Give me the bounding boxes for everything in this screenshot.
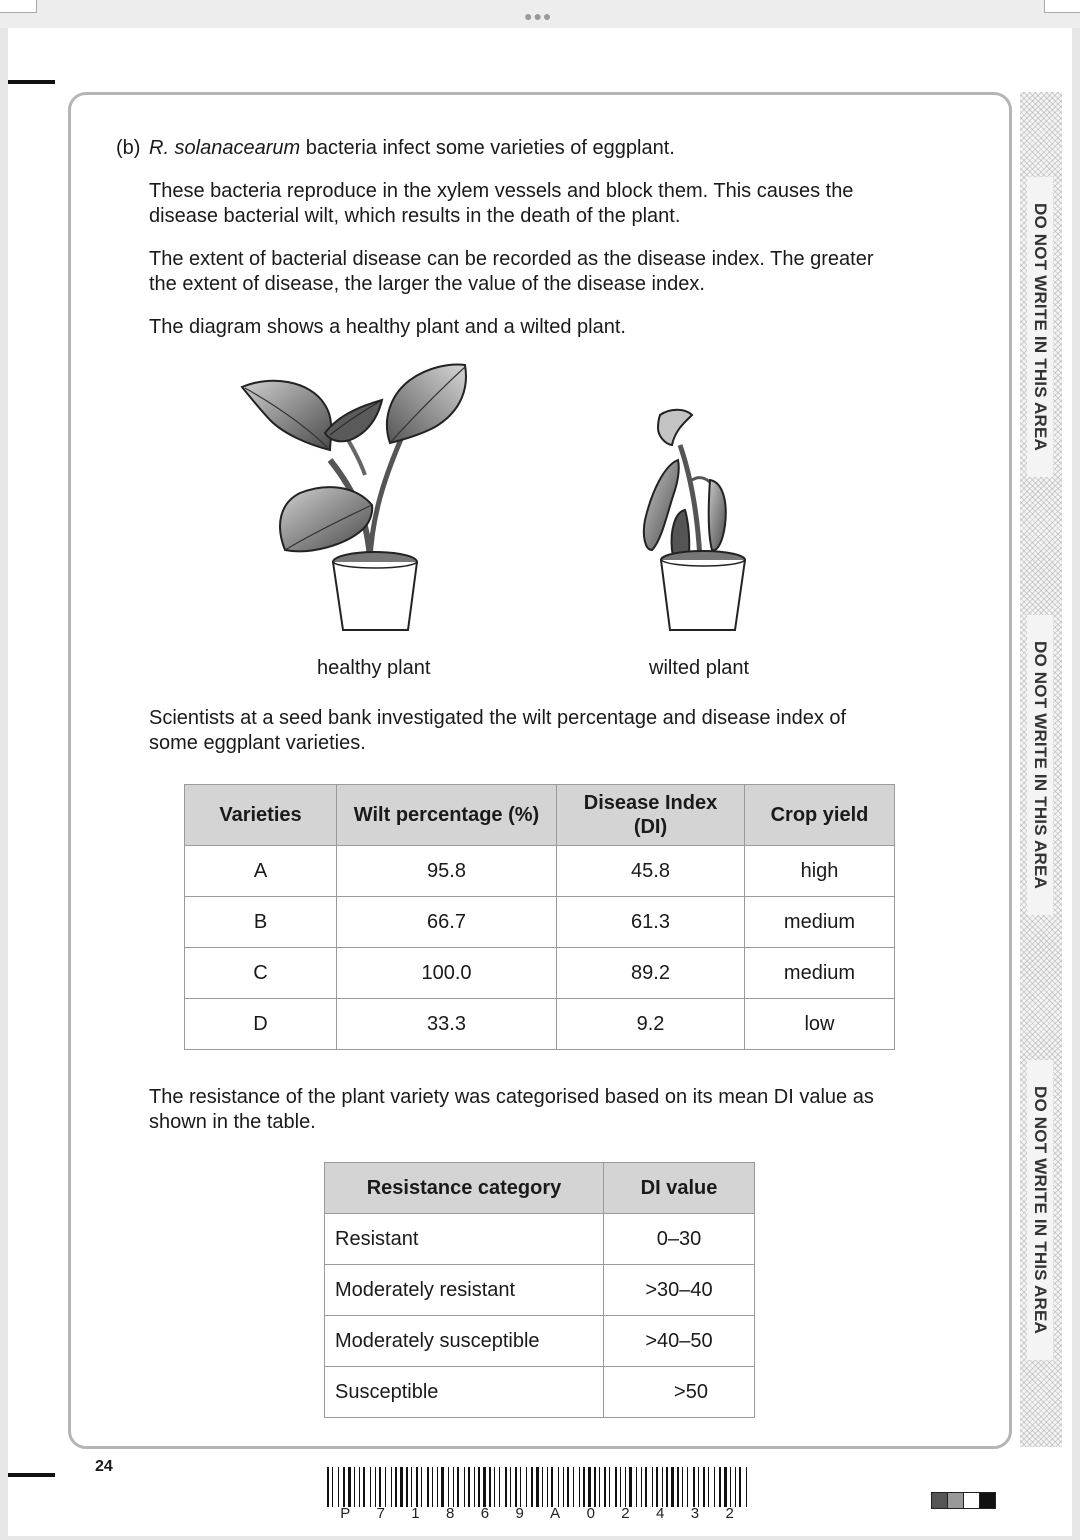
- barcode-char: A: [550, 1505, 561, 1522]
- barcode-bar: [698, 1467, 699, 1507]
- barcode-bar: [327, 1467, 329, 1507]
- barcode-bar: [421, 1467, 422, 1507]
- barcode-char: 4: [656, 1505, 665, 1522]
- barcode-bar: [474, 1467, 475, 1507]
- cell-wilt: 66.7: [337, 897, 557, 948]
- barcode-bar: [599, 1467, 600, 1507]
- barcode-bar: [735, 1467, 736, 1507]
- barcode-bar: [625, 1467, 626, 1507]
- cell-category: Moderately resistant: [325, 1265, 604, 1316]
- cell-variety: A: [185, 846, 337, 897]
- marker-square: [947, 1492, 964, 1509]
- header-resistance-category: Resistance category: [325, 1163, 604, 1214]
- barcode-bar: [489, 1467, 491, 1507]
- table-row: [325, 1214, 755, 1265]
- barcode-bar: [427, 1467, 429, 1507]
- barcode-bar: [478, 1467, 480, 1507]
- paragraph-2-line-2: the extent of disease, the larger the value of the disease index.: [149, 273, 705, 295]
- cell-variety: B: [185, 897, 337, 948]
- barcode-bar: [563, 1467, 564, 1507]
- wilted-plant-label: wilted plant: [649, 657, 750, 679]
- barcode-bar: [464, 1467, 465, 1507]
- barcode-bar: [416, 1467, 418, 1507]
- barcode-bar: [558, 1467, 559, 1507]
- barcode-bar: [526, 1467, 527, 1507]
- barcode-bar: [505, 1467, 507, 1507]
- table-header-row: [185, 785, 895, 846]
- wilted-plant-pot: [661, 560, 745, 630]
- barcode-bar: [620, 1467, 621, 1507]
- barcode-char: 2: [621, 1505, 630, 1522]
- cell-yield: low: [745, 999, 895, 1050]
- paragraph-4-line-1: Scientists at a seed bank investigated the wilt percentage and disease index of: [149, 707, 847, 729]
- viewer-top-bar: [0, 0, 1080, 28]
- barcode-bar: [682, 1467, 683, 1507]
- barcode-bar: [641, 1467, 642, 1507]
- barcode-bar: [453, 1467, 454, 1507]
- cell-variety: D: [185, 999, 337, 1050]
- barcode-bar: [739, 1467, 741, 1507]
- barcode-char: 7: [376, 1505, 385, 1522]
- barcode-bar: [573, 1467, 574, 1507]
- barcode-bar: [687, 1467, 688, 1507]
- previous-page-edge: [0, 0, 37, 13]
- barcode-char: 6: [480, 1505, 490, 1522]
- barcode-bar: [483, 1467, 486, 1507]
- barcode-bar: [604, 1467, 606, 1507]
- header-disease-index-line1: Disease Index: [583, 792, 718, 814]
- cell-di-value: >40–50: [604, 1316, 755, 1367]
- barcode-bar: [515, 1467, 517, 1507]
- barcode-bar: [354, 1467, 355, 1507]
- barcode-bar: [385, 1467, 386, 1507]
- barcode-bar: [594, 1467, 596, 1507]
- barcode-bar: [708, 1467, 709, 1507]
- intro-line: [149, 136, 675, 161]
- header-disease-index: [557, 785, 745, 846]
- barcode-bar: [615, 1467, 617, 1507]
- barcode-bar: [468, 1467, 470, 1507]
- barcode-bar: [432, 1467, 433, 1507]
- marker-square: [963, 1492, 980, 1509]
- cell-di: 89.2: [557, 948, 745, 999]
- barcode-bar: [714, 1467, 715, 1507]
- paragraph-2-line-1: The extent of bacterial disease can be recorded as the disease index. The greater: [149, 248, 874, 270]
- barcode-bar: [730, 1467, 731, 1507]
- barcode-bar: [395, 1467, 397, 1507]
- barcode-bar: [338, 1467, 339, 1507]
- margin-warning-3: DO NOT WRITE IN THIS AREA: [1027, 1060, 1053, 1360]
- more-options-icon[interactable]: ●●●: [524, 8, 553, 24]
- table-row: [185, 948, 895, 999]
- header-disease-index-line2: (DI): [633, 816, 668, 838]
- healthy-leaf-lower: [280, 487, 372, 551]
- barcode-char: 9: [515, 1505, 524, 1522]
- barcode-bar: [400, 1467, 403, 1507]
- barcode-bar: [567, 1467, 569, 1507]
- barcode-bar: [520, 1467, 521, 1507]
- variety-results-table: [184, 784, 895, 1050]
- intro-rest: bacteria infect some varieties of eggplant.: [300, 137, 675, 159]
- barcode-bar: [636, 1467, 637, 1507]
- barcode-bar: [551, 1467, 553, 1507]
- wilted-plant-illustration: [630, 400, 760, 635]
- header-wilt-percentage: Wilt percentage (%): [337, 785, 557, 846]
- paragraph-1-line-1: These bacteria reproduce in the xylem vessels and block them. This causes the: [149, 180, 854, 202]
- paragraph-1-line-2: disease bacterial wilt, which results in the death of the plant.: [149, 205, 681, 227]
- barcode-char: 2: [725, 1505, 734, 1522]
- page-number: 24: [95, 1458, 113, 1475]
- bacteria-name: R. solanacearum: [149, 137, 301, 159]
- barcode-bar: [583, 1467, 585, 1507]
- table-row: [185, 846, 895, 897]
- table-row: [325, 1265, 755, 1316]
- barcode-bar: [588, 1467, 591, 1507]
- barcode-bar: [693, 1467, 695, 1507]
- barcode-bar: [375, 1467, 376, 1507]
- page-marker-squares: [931, 1492, 995, 1508]
- barcode-bar: [370, 1467, 371, 1507]
- cell-di-value: 0–30: [604, 1214, 755, 1265]
- barcode-char: 8: [446, 1505, 455, 1522]
- paragraph-5-line-2: shown in the table.: [149, 1111, 316, 1133]
- barcode-bar: [677, 1467, 679, 1507]
- healthy-leaf-top-left: [242, 381, 331, 450]
- barcode-bar: [724, 1467, 727, 1507]
- paragraph-4-line-2: some eggplant varieties.: [149, 732, 366, 754]
- barcode-bar: [363, 1467, 365, 1507]
- barcode-bar: [662, 1467, 663, 1507]
- part-label: (b): [116, 137, 141, 159]
- healthy-plant-label: healthy plant: [317, 657, 431, 679]
- barcode-bar: [629, 1467, 632, 1507]
- barcode-char: P: [340, 1505, 351, 1522]
- cell-yield: medium: [745, 948, 895, 999]
- wilted-leaf-right: [709, 480, 726, 550]
- wilted-leaf-top: [658, 410, 692, 445]
- barcode-char: 3: [690, 1505, 700, 1522]
- table-row: [185, 999, 895, 1050]
- cell-wilt: 100.0: [337, 948, 557, 999]
- barcode-bar: [531, 1467, 533, 1507]
- barcode-bar: [499, 1467, 500, 1507]
- cell-di: 45.8: [557, 846, 745, 897]
- cell-yield: high: [745, 846, 895, 897]
- barcode-bar: [542, 1467, 543, 1507]
- healthy-leaf-middle: [325, 400, 382, 441]
- barcode-bar: [746, 1467, 747, 1507]
- barcode-bar: [343, 1467, 345, 1507]
- barcode-bar: [666, 1467, 668, 1507]
- cell-di-value: >50: [604, 1367, 755, 1418]
- table-row: [185, 897, 895, 948]
- question-part-label: [116, 136, 140, 161]
- barcode-bar: [332, 1467, 333, 1507]
- header-varieties: Varieties: [185, 785, 337, 846]
- barcode-bar: [645, 1467, 647, 1507]
- cell-di: 61.3: [557, 897, 745, 948]
- cell-category: Resistant: [325, 1214, 604, 1265]
- barcode-bar: [348, 1467, 351, 1507]
- barcode-bar: [703, 1467, 705, 1507]
- healthy-plant-pot: [333, 562, 417, 630]
- header-crop-yield: Crop yield: [745, 785, 895, 846]
- margin-warning-2: DO NOT WRITE IN THIS AREA: [1027, 615, 1053, 915]
- barcode-bar: [656, 1467, 658, 1507]
- cell-yield: medium: [745, 897, 895, 948]
- barcode-bar: [510, 1467, 511, 1507]
- cell-di-value: >30–40: [604, 1265, 755, 1316]
- crop-mark-bottom: [8, 1473, 55, 1477]
- barcode-bar: [494, 1467, 495, 1507]
- margin-warning-1: DO NOT WRITE IN THIS AREA: [1027, 177, 1053, 477]
- barcode-bar: [536, 1467, 539, 1507]
- cell-di: 9.2: [557, 999, 745, 1050]
- cell-wilt: 33.3: [337, 999, 557, 1050]
- barcode-bar: [448, 1467, 449, 1507]
- cell-category: Susceptible: [325, 1367, 604, 1418]
- crop-mark-top: [8, 80, 55, 84]
- header-di-value: DI value: [604, 1163, 755, 1214]
- barcode-bar: [406, 1467, 408, 1507]
- barcode-bar: [391, 1467, 392, 1507]
- barcode-bar: [671, 1467, 674, 1507]
- barcode-bar: [579, 1467, 580, 1507]
- barcode-text: [327, 1505, 747, 1525]
- table-header-row: [325, 1163, 755, 1214]
- barcode-char: 1: [411, 1505, 420, 1522]
- paragraph-5-line-1: The resistance of the plant variety was categorised based on its mean DI value as: [149, 1086, 874, 1108]
- barcode-bar: [411, 1467, 412, 1507]
- barcode-bar: [609, 1467, 610, 1507]
- cell-variety: C: [185, 948, 337, 999]
- barcode-bar: [359, 1467, 360, 1507]
- barcode-bar: [547, 1467, 548, 1507]
- cell-category: Moderately susceptible: [325, 1316, 604, 1367]
- table-row: [325, 1367, 755, 1418]
- healthy-plant-illustration: [230, 355, 480, 635]
- resistance-category-table: [324, 1162, 755, 1418]
- barcode-bar: [652, 1467, 653, 1507]
- barcode-graphic: [327, 1467, 747, 1507]
- barcode-bar: [437, 1467, 438, 1507]
- barcode-bar: [457, 1467, 459, 1507]
- table-row: [325, 1316, 755, 1367]
- cell-wilt: 95.8: [337, 846, 557, 897]
- next-page-edge: [1044, 0, 1080, 13]
- marker-square: [979, 1492, 996, 1509]
- barcode-bar: [719, 1467, 721, 1507]
- barcode-bar: [379, 1467, 381, 1507]
- paragraph-3: The diagram shows a healthy plant and a wilted plant.: [149, 316, 626, 338]
- barcode-char: 0: [586, 1505, 595, 1522]
- marker-square: [931, 1492, 948, 1509]
- barcode-bar: [441, 1467, 444, 1507]
